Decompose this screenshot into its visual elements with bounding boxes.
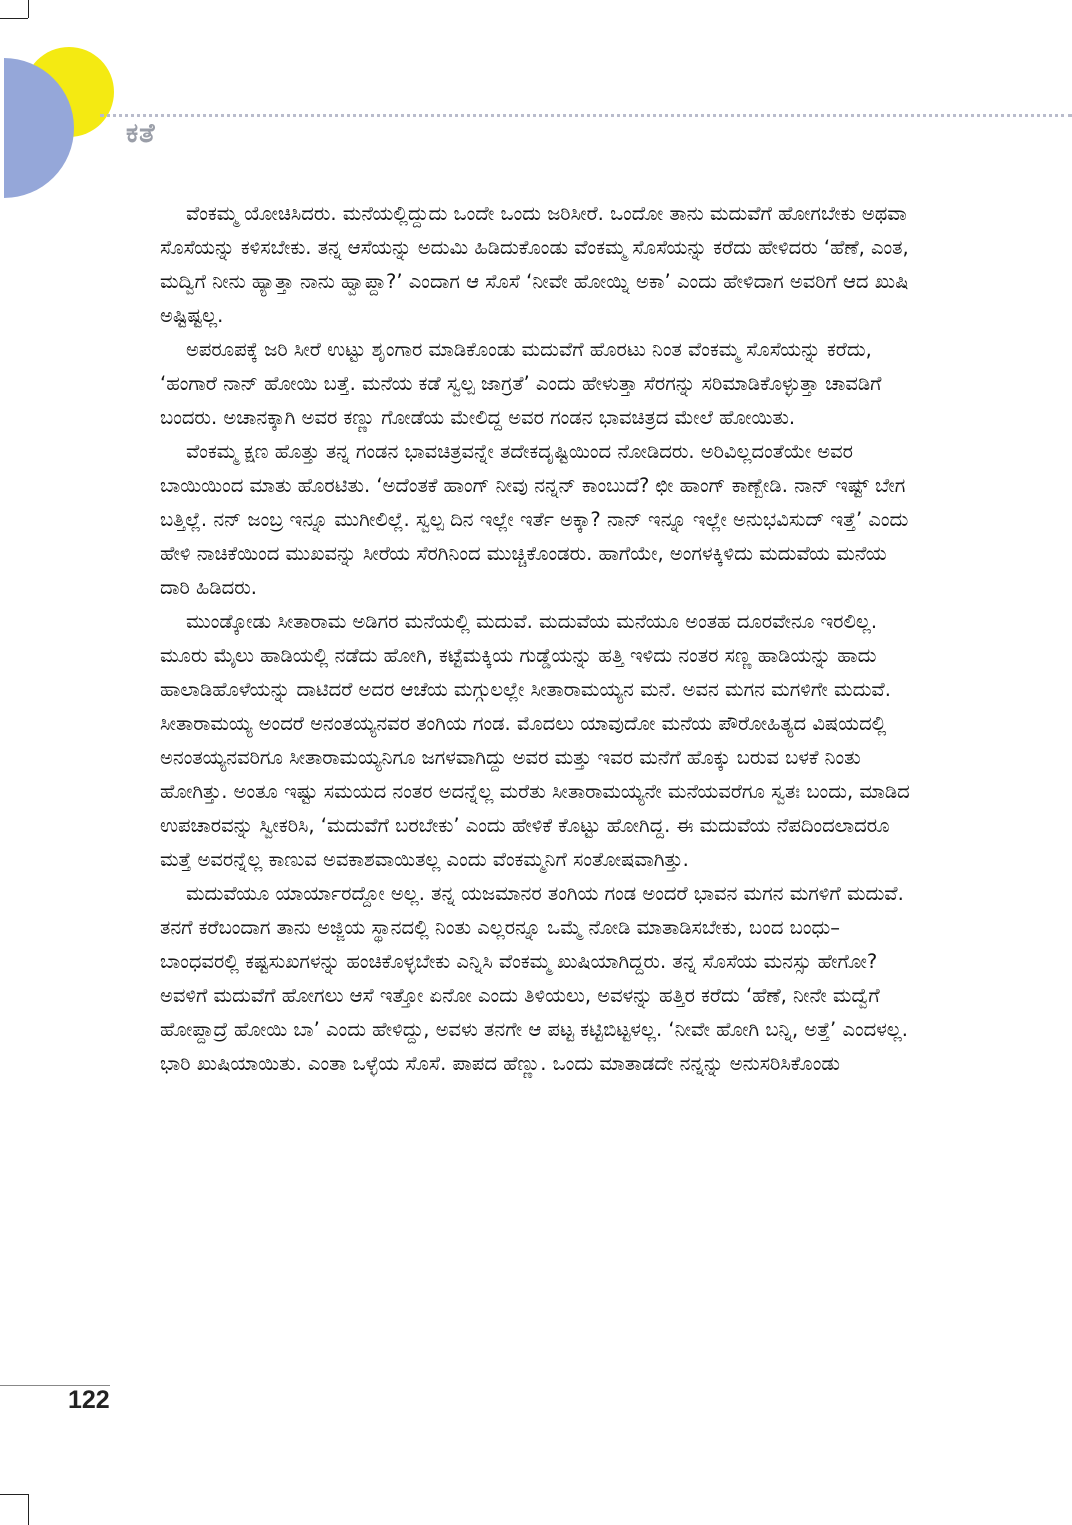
paragraph: ಅಪರೂಪಕ್ಕೆ ಜರಿ ಸೀರೆ ಉಟ್ಟು ಶೃಂಗಾರ ಮಾಡಿಕೊಂಡು ಮದುವೆಗೆ ಹೊರಟು ನಿಂತ ವೆಂಕಮ್ಮ ಸೊಸೆಯನ್ನು ಕರೆದು, ‘ಹಂಗಾರೆ ನಾನ್ ಹೋಯಿ ಬತ್ತೆ. ಮನೆಯ ಕಡೆ ಸ್ವಲ್ಪ ಜಾಗ್ರತೆ’ ಎಂದು ಹೇಳುತ್ತಾ ಸೆರಗನ್ನು ಸರಿಮಾಡಿಕೊಳ್ಳುತ್ತಾ ಚಾವಡಿಗೆ ಬಂದರು. ಅಚಾನಕ್ಕಾಗಿ ಅವರ ಕಣ್ಣು ಗೋಡೆಯ ಮೇಲಿದ್ದ ಅವರ ಗಂಡನ ಭಾವಚಿತ್ರದ ಮೇಲೆ ಹೋಯಿತು. [160, 338, 882, 429]
decorative-circles [0, 0, 120, 200]
crop-mark-bottom-left-v [28, 1494, 29, 1525]
page-number: 122 [68, 1386, 110, 1414]
paragraph: ಮುಂಡ್ಕೋಡು ಸೀತಾರಾಮ ಅಡಿಗರ ಮನೆಯಲ್ಲಿ ಮದುವೆ. ಮದುವೆಯ ಮನೆಯೂ ಅಂತಹ ದೂರವೇನೂ ಇರಲಿಲ್ಲ. ಮೂರು ಮೈಲು ಹಾಡಿಯಲ್ಲಿ ನಡೆದು ಹೋಗಿ, ಕಟ್ಟೆಮಕ್ಕಿಯ ಗುಡ್ಡೆಯನ್ನು ಹತ್ತಿ ಇಳಿದು ನಂತರ ಸಣ್ಣ ಹಾಡಿಯನ್ನು ಹಾದು ಹಾಲಾಡಿಹೊಳೆಯನ್ನು ದಾಟಿದರೆ ಅದರ ಆಚೆಯ ಮಗ್ಗುಲಲ್ಲೇ ಸೀತಾರಾಮಯ್ಯನ ಮನೆ. ಅವನ ಮಗನ ಮಗಳಿಗೇ ಮದುವೆ. ಸೀತಾರಾಮಯ್ಯ ಅಂದರೆ ಅನಂತಯ್ಯನವರ ತಂಗಿಯ ಗಂಡ. ಮೊದಲು ಯಾವುದೋ ಮನೆಯ ಪೌರೋಹಿತ್ಯದ ವಿಷಯದಲ್ಲಿ ಅನಂತಯ್ಯನವರಿಗೂ ಸೀತಾರಾಮಯ್ಯನಿಗೂ ಜಗಳವಾಗಿದ್ದು ಅವರ ಮತ್ತು ಇವರ ಮನೆಗೆ ಹೊಕ್ಕು ಬರುವ ಬಳಕೆ ನಿಂತು ಹೋಗಿತ್ತು. ಅಂತೂ ಇಷ್ಟು ಸಮಯದ ನಂತರ ಅದನ್ನೆಲ್ಲ ಮರೆತು ಸೀತಾರಾಮಯ್ಯನೇ ಮನೆಯವರೆಗೂ ಸ್ವತಃ ಬಂದು, ಮಾಡಿದ ಉಪಚಾರವನ್ನು ಸ್ವೀಕರಿಸಿ, ‘ಮದುವೆಗೆ ಬರಬೇಕು’ ಎಂದು ಹೇಳಿಕೆ ಕೊಟ್ಟು ಹೋಗಿದ್ದ. ಈ ಮದುವೆಯ ನೆಪದಿಂದಲಾದರೂ ಮತ್ತೆ ಅವರನ್ನೆಲ್ಲ ಕಾಣುವ ಅವಕಾಶವಾಯಿತಲ್ಲ ಎಂದು ವೆಂಕಮ್ಮನಿಗೆ ಸಂತೋಷವಾಗಿತ್ತು. [160, 610, 910, 871]
paragraph: ವೆಂಕಮ್ಮ ಕ್ಷಣ ಹೊತ್ತು ತನ್ನ ಗಂಡನ ಭಾವಚಿತ್ರವನ್ನೇ ತದೇಕದೃಷ್ಟಿಯಿಂದ ನೋಡಿದರು. ಅರಿವಿಲ್ಲದಂತೆಯೇ ಅವರ ಬಾಯಿಯಿಂದ ಮಾತು ಹೊರಟಿತು. ‘ಅದೆಂತಕೆ ಹಾಂಗ್ ನೀವು ನನ್ನನ್ ಕಾಂಬುದೆ? ಛೀ ಹಾಂಗ್ ಕಾಣ್ಬೇಡಿ. ನಾನ್ ಇಷ್ಟ್ ಬೇಗ ಬತ್ತಿಲ್ಲೆ. ನನ್ ಜಂಬ್ರ ಇನ್ನೂ ಮುಗೀಲಿಲ್ಲೆ. ಸ್ವಲ್ಪ ದಿನ ಇಲ್ಲೇ ಇರ್ತೆ ಅಕ್ಕಾ? ನಾನ್ ಇನ್ನೂ ಇಲ್ಲೇ ಅನುಭವಿಸುದ್ ಇತ್ತೆ’ ಎಂದು ಹೇಳಿ ನಾಚಿಕೆಯಿಂದ ಮುಖವನ್ನು ಸೀರೆಯ ಸೆರಗಿನಿಂದ ಮುಚ್ಚಿಕೊಂಡರು. ಹಾಗೆಯೇ, ಅಂಗಳಕ್ಕಿಳಿದು ಮದುವೆಯ ಮನೆಯ ದಾರಿ ಹಿಡಿದರು. [160, 440, 909, 599]
story-text [160, 197, 912, 1081]
section-title: ಕತೆ [126, 118, 156, 149]
paragraph: ಮದುವೆಯೂ ಯಾರ್ಯಾರದ್ದೋ ಅಲ್ಲ. ತನ್ನ ಯಜಮಾನರ ತಂಗಿಯ ಗಂಡ ಅಂದರೆ ಭಾವನ ಮಗನ ಮಗಳಿಗೆ ಮದುವೆ. ತನಗೆ ಕರೆಬಂದಾಗ ತಾನು ಅಜ್ಜಿಯ ಸ್ಥಾನದಲ್ಲಿ ನಿಂತು ಎಲ್ಲರನ್ನೂ ಒಮ್ಮೆ ನೋಡಿ ಮಾತಾಡಿಸಬೇಕು, ಬಂದ ಬಂಧು–ಬಾಂಧವರಲ್ಲಿ ಕಷ್ಟಸುಖಗಳನ್ನು ಹಂಚಿಕೊಳ್ಳಬೇಕು ಎನ್ನಿಸಿ ವೆಂಕಮ್ಮ ಖುಷಿಯಾಗಿದ್ದರು. ತನ್ನ ಸೊಸೆಯ ಮನಸ್ಸು ಹೇಗೋ? ಅವಳಿಗೆ ಮದುವೆಗೆ ಹೋಗಲು ಆಸೆ ಇತ್ತೋ ಏನೋ ಎಂದು ತಿಳಿಯಲು, ಅವಳನ್ನು ಹತ್ತಿರ ಕರೆದು ‘ಹೆಣೆ, ನೀನೇ ಮದ್ವೆಗೆ ಹೋಪ್ದಾದ್ರೆ ಹೋಯಿ ಬಾ’ ಎಂದು ಹೇಳಿದ್ದು, ಅವಳು ತನಗೇ ಆ ಪಟ್ಟ ಕಟ್ಟಿಬಿಟ್ಟಳಲ್ಲ. ‘ನೀವೇ ಹೋಗಿ ಬನ್ನಿ, ಅತ್ತೆ’ ಎಂದಳಲ್ಲ. ಭಾರಿ ಖುಷಿಯಾಯಿತು. ಎಂತಾ ಒಳ್ಳೆಯ ಸೊಸೆ. ಪಾಪದ ಹೆಣ್ಣು. ಒಂದು ಮಾತಾಡದೇ ನನ್ನನ್ನು ಅನುಸರಿಸಿಕೊಂಡು [160, 882, 908, 1075]
crop-mark-bottom-left-h [0, 1494, 28, 1495]
paragraph: ವೆಂಕಮ್ಮ ಯೋಚಿಸಿದರು. ಮನೆಯಲ್ಲಿದ್ದುದು ಒಂದೇ ಒಂದು ಜರಿಸೀರೆ. ಒಂದೋ ತಾನು ಮದುವೆಗೆ ಹೋಗಬೇಕು ಅಥವಾ ಸೊಸೆಯನ್ನು ಕಳಿಸಬೇಕು. ತನ್ನ ಆಸೆಯನ್ನು ಅದುಮಿ ಹಿಡಿದುಕೊಂಡು ವೆಂಕಮ್ಮ ಸೊಸೆಯನ್ನು ಕರೆದು ಹೇಳಿದರು ‘ಹೆಣೆ, ಎಂತ, ಮದ್ವಿಗೆ ನೀನು ಹ್ಯಾತ್ತಾ ನಾನು ಹ್ವಾಪ್ದಾ?’ ಎಂದಾಗ ಆ ಸೊಸೆ ‘ನೀವೇ ಹೋಯ್ನಿ ಅಕಾ’ ಎಂದು ಹೇಳಿದಾಗ ಅವರಿಗೆ ಆದ ಖುಷಿ ಅಷ್ಟಿಷ್ಟಲ್ಲ. [160, 202, 909, 327]
header-dotted-rule [100, 114, 1072, 117]
